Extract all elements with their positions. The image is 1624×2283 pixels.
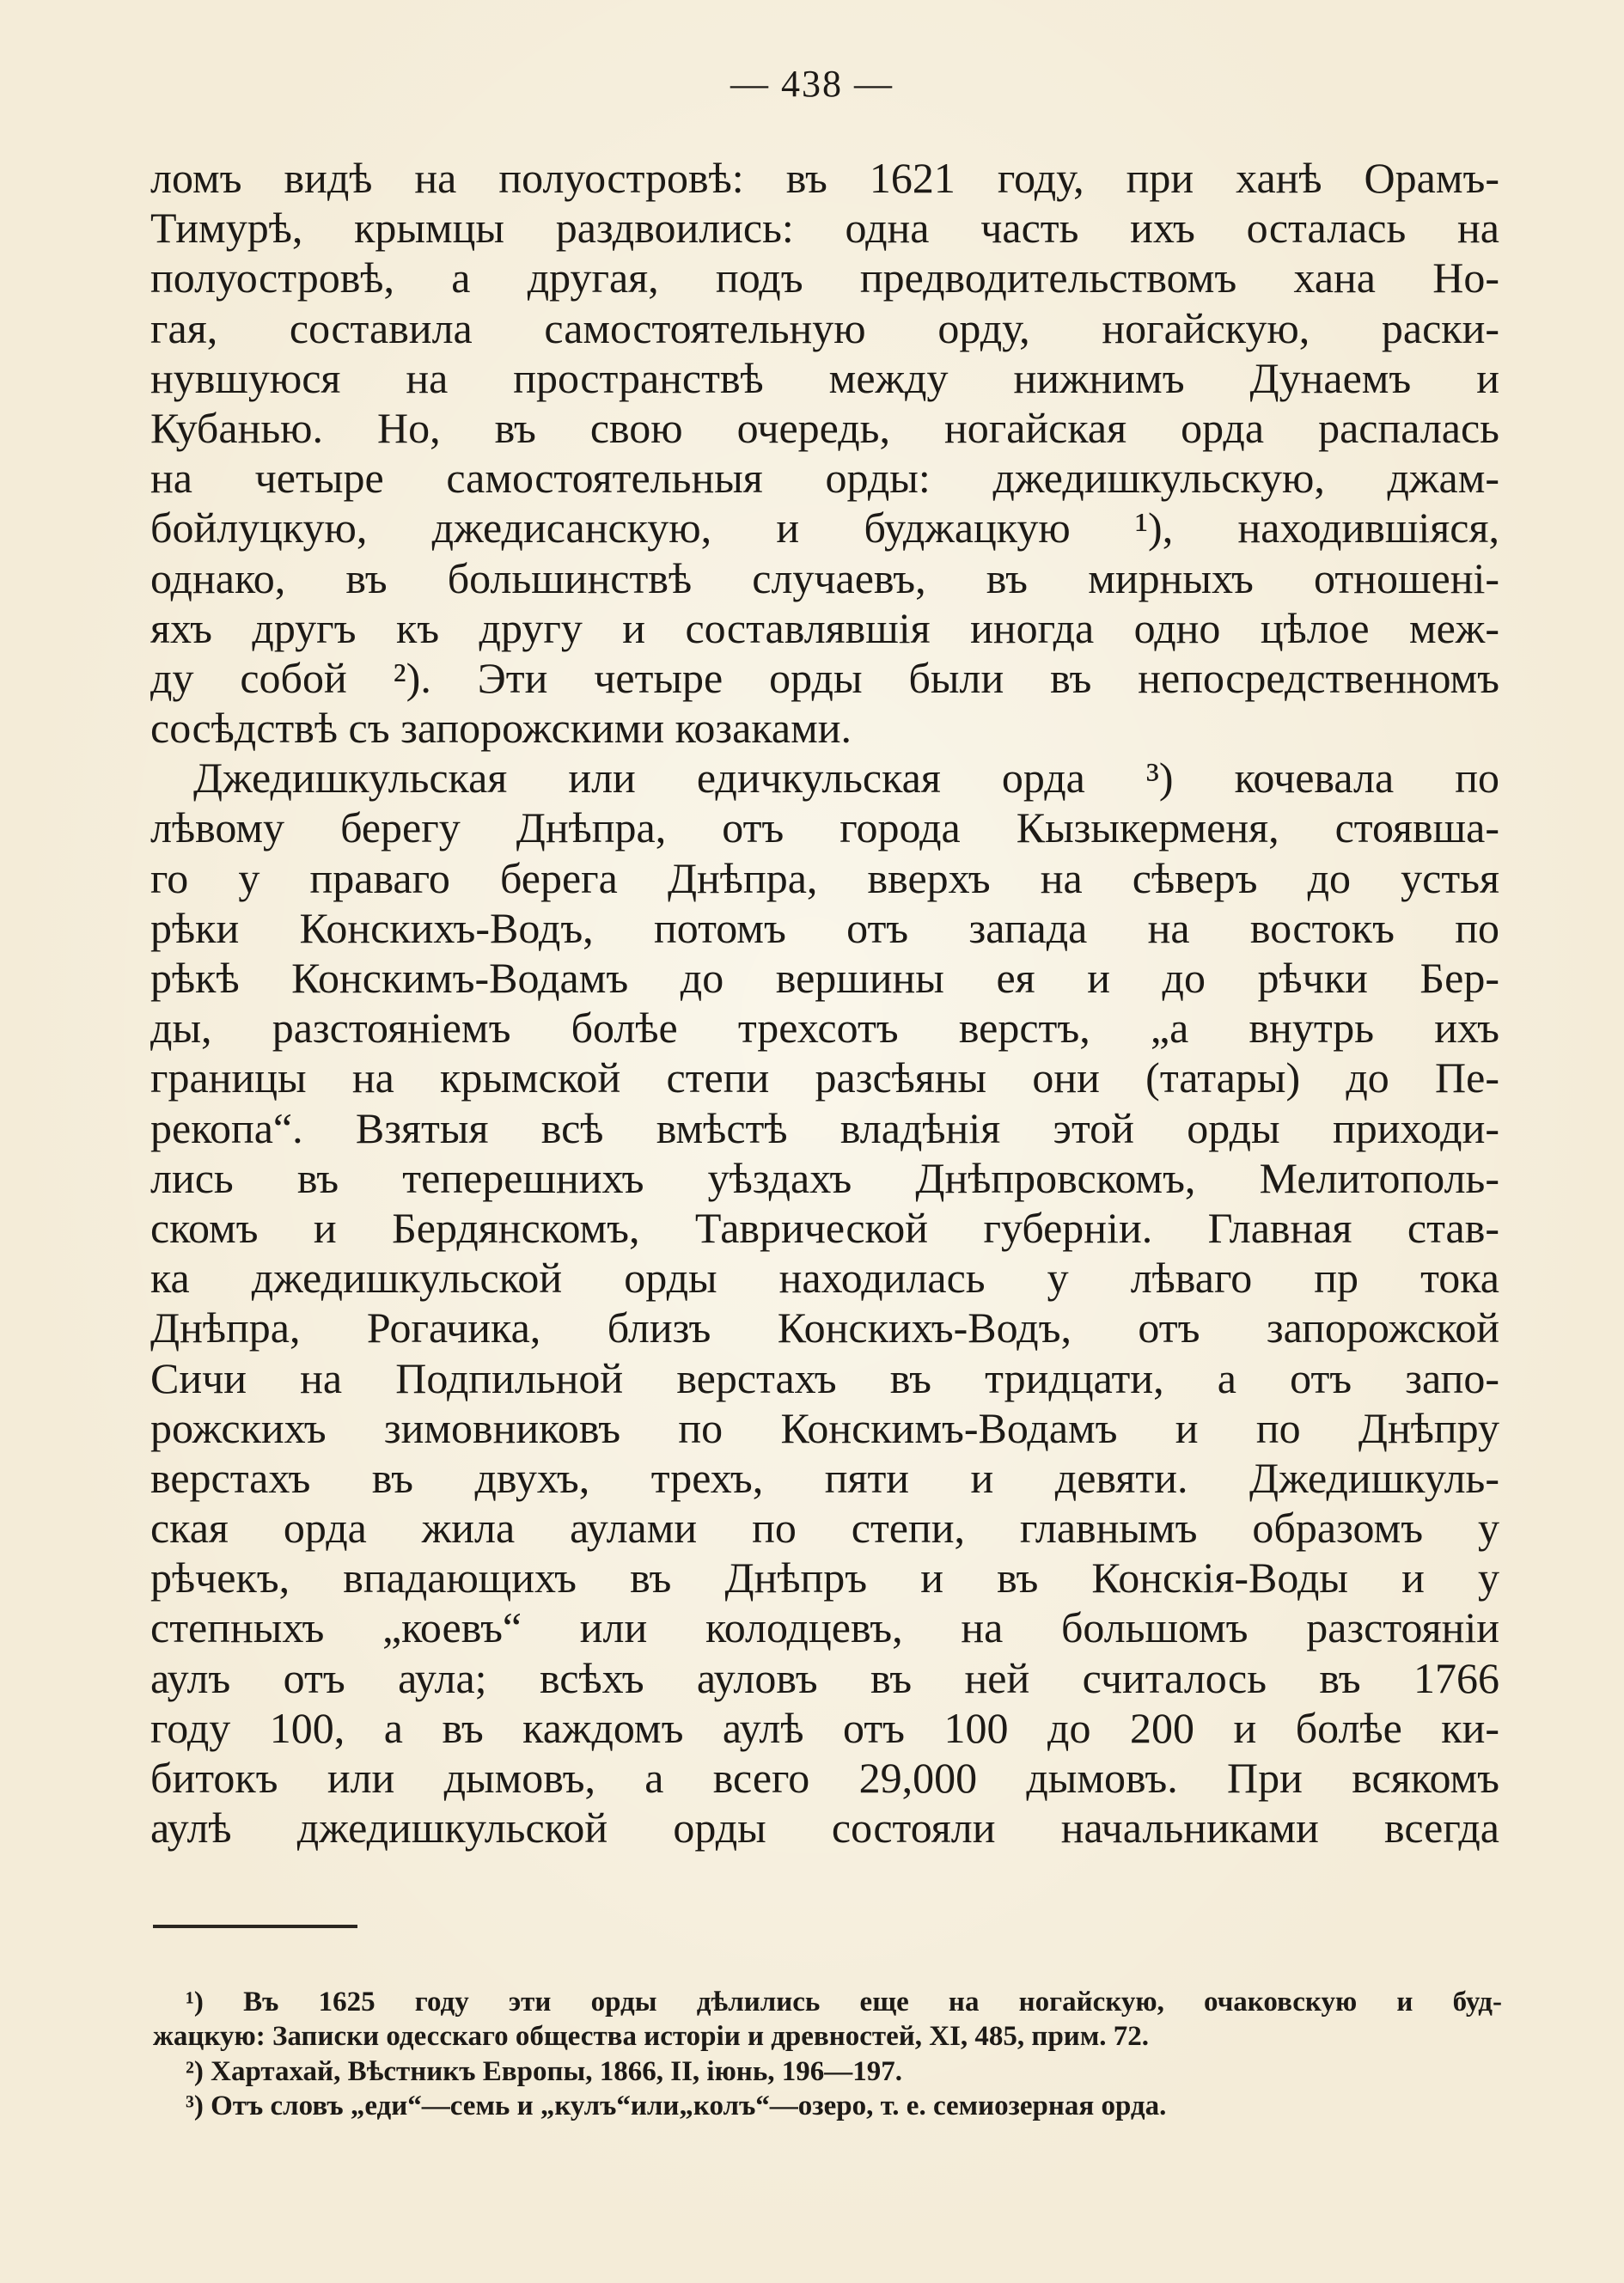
text-line: году 100, а въ каждомъ аулѣ отъ 100 до 200 и болѣе ки-: [150, 1703, 1499, 1752]
text-line: Днѣпра, Рогачика, близъ Конскихъ-Водъ, отъ запорожской: [150, 1303, 1499, 1352]
text-line: рекопа“. Взятыя всѣ вмѣстѣ владѣнія этой орды приходи-: [150, 1103, 1499, 1152]
text-line: го у праваго берега Днѣпра, вверхъ на сѣверъ до устья: [150, 853, 1499, 902]
text-line: битокъ или дымовъ, а всего 29,000 дымовъ. При всякомъ: [150, 1754, 1499, 1802]
footnote-1: ¹) Въ 1625 году эти орды дѣлились еще на ногайскую, очаковскую и буд-: [186, 1987, 1502, 2017]
footnote-3: ³) Отъ словъ „еди“—семь и „кулъ“или„колъ“—озеро, т. е. семиозерная орда.: [186, 2090, 1167, 2121]
text-line: аулѣ джедишкульской орды состояли начальниками всегда: [150, 1804, 1499, 1853]
text-line: рѣки Конскихъ-Водъ, потомъ отъ запада на востокъ по: [150, 903, 1499, 952]
text-line: лись въ теперешнихъ уѣздахъ Днѣпровскомъ, Мелитополь-: [150, 1153, 1499, 1202]
text-line: на четыре самостоятельныя орды: джедишкульскую, джам-: [150, 454, 1499, 503]
text-line: Тимурѣ, крымцы раздвоились: одна часть ихъ осталась на: [150, 204, 1499, 253]
text-line: скомъ и Бердянскомъ, Таврической губерніи. Главная став-: [150, 1203, 1499, 1252]
text-line: гая, составила самостоятельную орду, ногайскую, раски-: [150, 303, 1499, 352]
text-line: аулъ отъ аула; всѣхъ ауловъ въ ней считалось въ 1766: [150, 1653, 1499, 1702]
text-line: однако, въ большинствѣ случаевъ, въ мирныхъ отношені-: [150, 553, 1499, 602]
text-line: ская орда жила аулами по степи, главнымъ образомъ у: [150, 1504, 1499, 1553]
text-line: Кубанью. Но, въ свою очередь, ногайская орда распалась: [150, 403, 1499, 452]
text-line: лѣвому берегу Днѣпра, отъ города Кызыкерменя, стоявша-: [150, 803, 1499, 852]
footnote-1-continuation: жацкую: Записки одесскаго общества исторіи и древностей, XI, 485, прим. 72.: [153, 2021, 1150, 2053]
text-line: ду собой ²). Эти четыре орды были въ непосредственномъ: [150, 653, 1499, 702]
text-line: бойлуцкую, джедисанскую, и буджацкую ¹), находившіяся,: [150, 504, 1499, 552]
page-number: — 438 —: [730, 63, 894, 105]
text-line: ка джедишкульской орды находилась у лѣваго пр тока: [150, 1254, 1499, 1303]
text-line: верстахъ въ двухъ, трехъ, пяти и девяти. Джедишкуль-: [150, 1453, 1499, 1502]
text-line: рѣкѣ Конскимъ-Водамъ до вершины ея и до рѣчки Бер-: [150, 954, 1499, 1002]
text-line: рожскихъ зимовниковъ по Конскимъ-Водамъ и по Днѣпру: [150, 1403, 1499, 1452]
text-line: нувшуюся на пространствѣ между нижнимъ Дунаемъ и: [150, 353, 1499, 402]
footnotes: [153, 1985, 1502, 2123]
text-line: границы на крымской степи разсѣяны они (татары) до Пе-: [150, 1053, 1499, 1102]
text-line: ломъ видѣ на полуостровѣ: въ 1621 году, при ханѣ Орамъ-: [150, 154, 1499, 202]
paragraph-start-line: Джедишкульская или едичкульская орда ³) кочевала по: [193, 754, 1499, 803]
footnote-divider: [153, 1925, 357, 1928]
text-line: степныхъ „коевъ“ или колодцевъ, на большомъ разстояніи: [150, 1603, 1499, 1652]
text-line: яхъ другъ къ другу и составлявшія иногда одно цѣлое меж-: [150, 603, 1499, 652]
paragraph-end-line: сосѣдствѣ съ запорожскими козаками.: [150, 704, 852, 753]
text-line: ды, разстояніемъ болѣе трехсотъ верстъ, „а внутрь ихъ: [150, 1004, 1499, 1053]
text-line: полуостровѣ, а другая, подъ предводительствомъ хана Но-: [150, 253, 1499, 302]
footnote-2: ²) Хартахай, Вѣстникъ Европы, 1866, II, іюнь, 196—197.: [186, 2055, 903, 2087]
text-line: Сичи на Подпильной верстахъ въ тридцати, а отъ запо-: [150, 1353, 1499, 1402]
text-line: рѣчекъ, впадающихъ въ Днѣпръ и въ Конскія-Воды и у: [150, 1554, 1499, 1602]
main-text: [150, 153, 1499, 1853]
